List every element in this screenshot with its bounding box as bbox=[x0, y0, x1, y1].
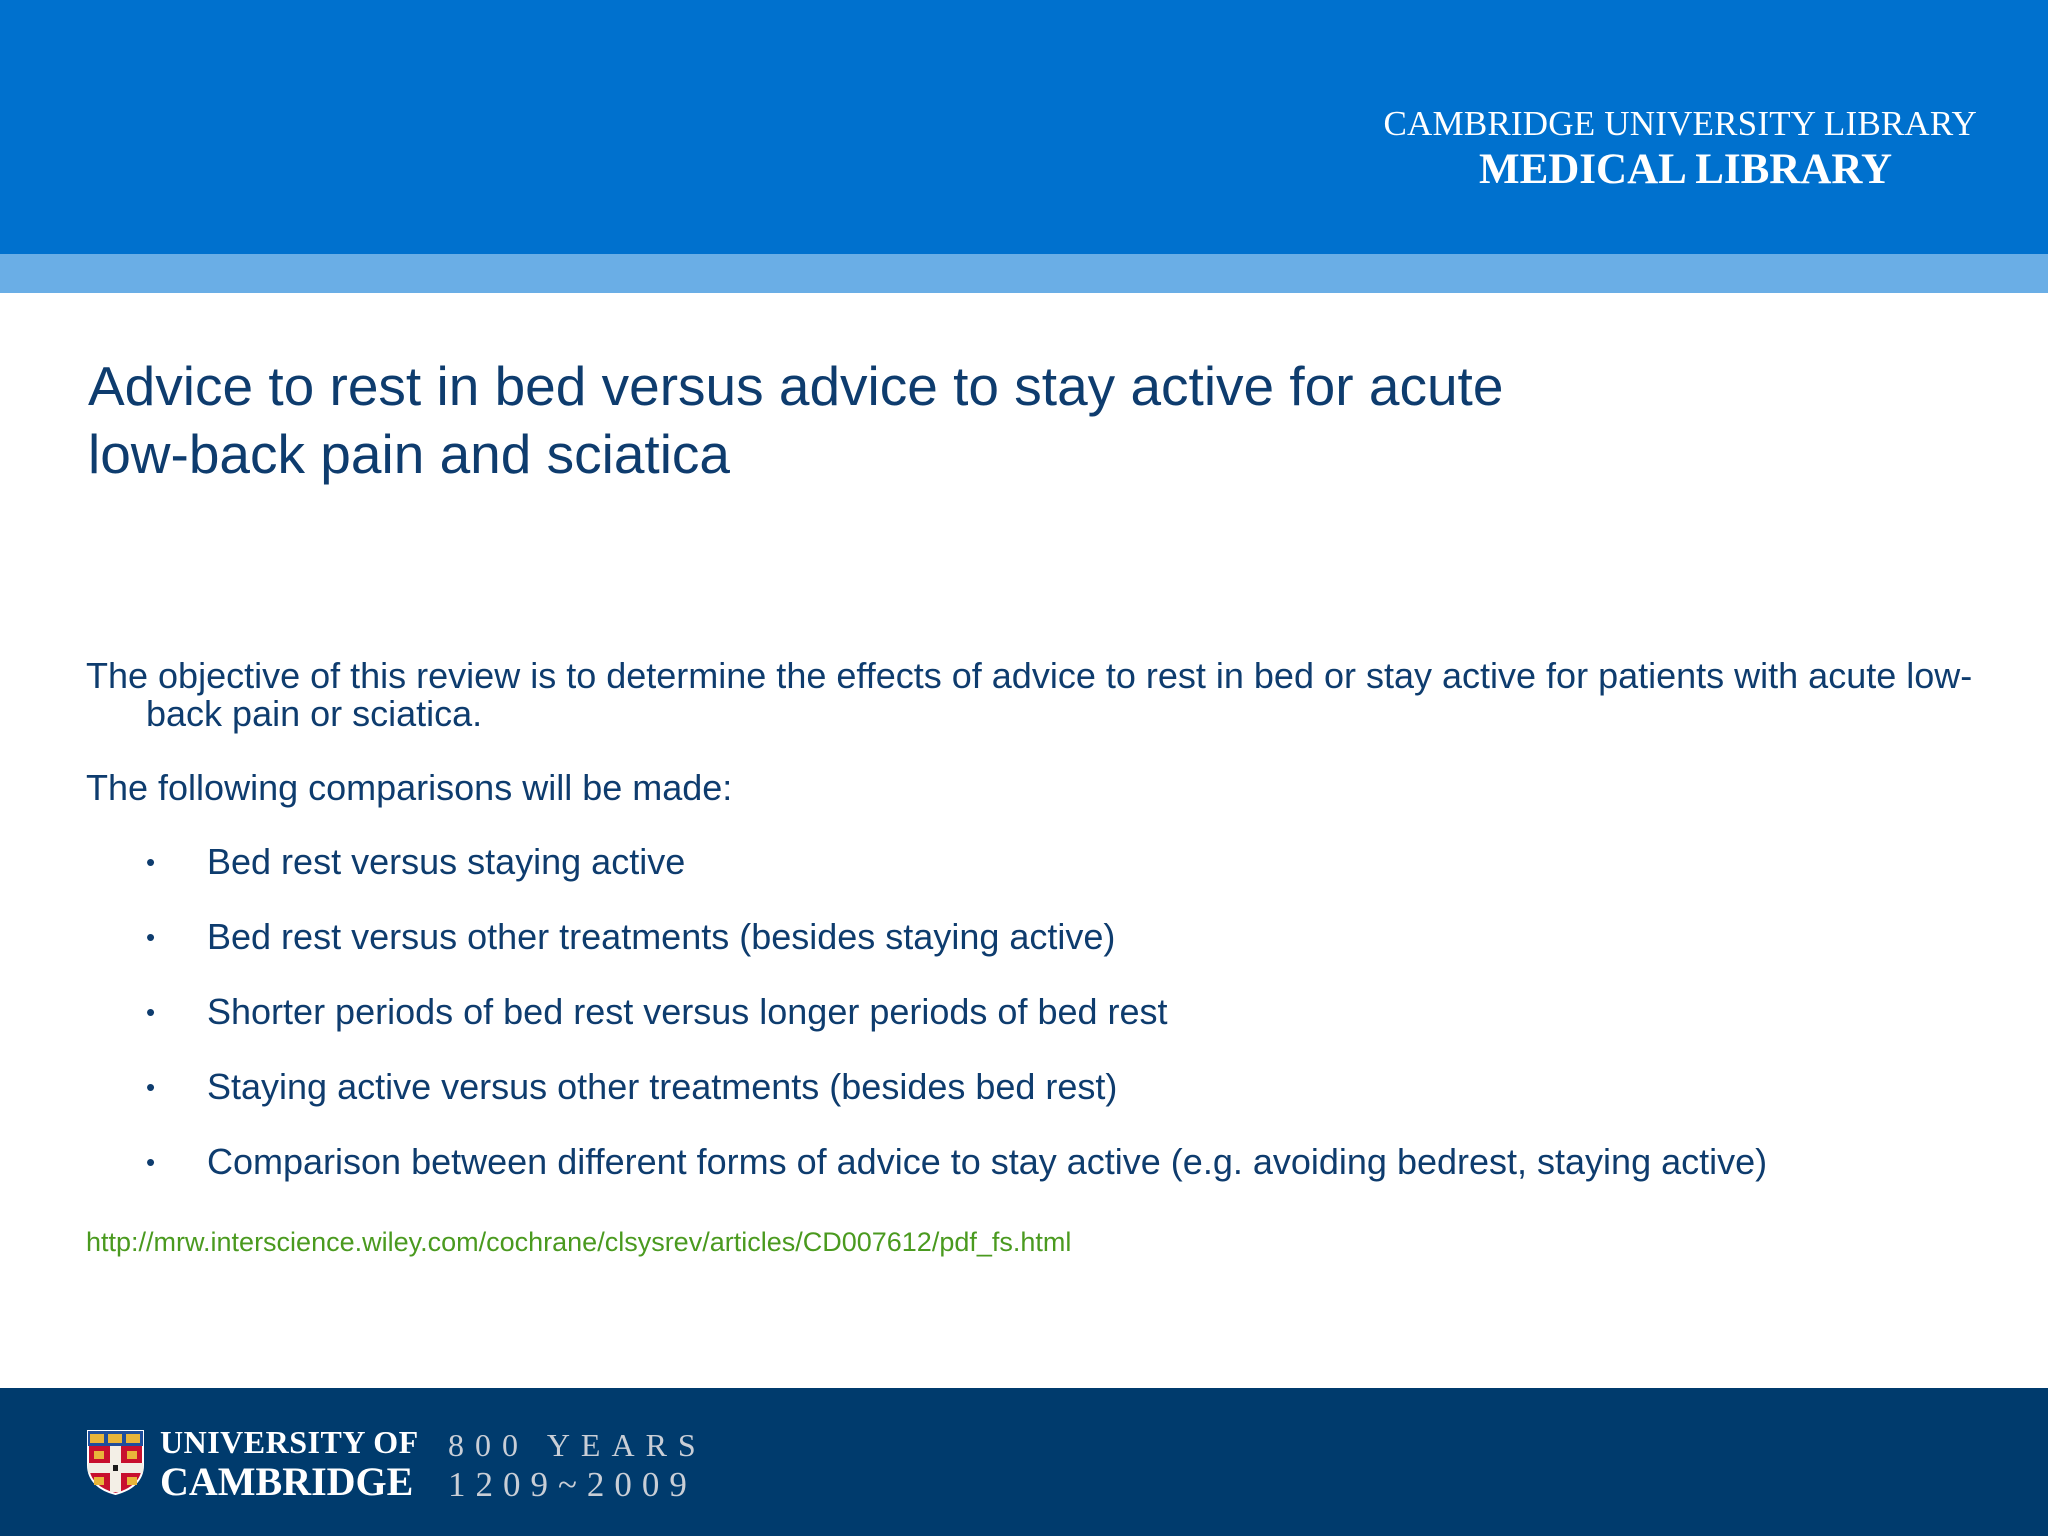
university-wordmark bbox=[160, 1423, 419, 1503]
bullet-icon: • bbox=[146, 1072, 156, 1102]
list-item-text: Shorter periods of bed rest versus longer periods of bed rest bbox=[207, 991, 1168, 1032]
bullet-icon: • bbox=[146, 997, 156, 1027]
header-accent-band bbox=[0, 254, 2048, 293]
university-wordmark-line-1: UNIVERSITY OF bbox=[160, 1424, 419, 1460]
list-item bbox=[86, 1068, 1976, 1106]
slide-title-line-1: Advice to rest in bed versus advice to stay active for acute bbox=[88, 355, 1504, 417]
comparisons-intro: The following comparisons will be made: bbox=[86, 767, 733, 808]
anniversary-mark bbox=[448, 1425, 707, 1505]
list-item bbox=[86, 918, 1976, 956]
list-item bbox=[86, 993, 1976, 1031]
library-name: CAMBRIDGE UNIVERSITY LIBRARY bbox=[1383, 104, 1977, 143]
university-wordmark-line-2: CAMBRIDGE bbox=[160, 1459, 414, 1504]
list-item-text: Staying active versus other treatments (besides bed rest) bbox=[207, 1066, 1118, 1107]
list-item-text: Bed rest versus other treatments (besides staying active) bbox=[207, 916, 1116, 957]
comparison-list bbox=[86, 843, 1976, 1181]
list-item-text: Comparison between different forms of advice to stay active (e.g. avoiding bedrest, staying active) bbox=[207, 1141, 1768, 1182]
objective-paragraph: The objective of this review is to determine the effects of advice to rest in bed or stay active for patients with acute low-back pain or sciatica. bbox=[86, 655, 1973, 734]
bullet-icon: • bbox=[146, 1147, 156, 1177]
source-url-link[interactable]: http://mrw.interscience.wiley.com/cochrane/clsysrev/articles/CD007612/pdf_fs.html bbox=[86, 1227, 1072, 1257]
slide-title bbox=[88, 352, 1788, 488]
library-subtitle: MEDICAL LIBRARY bbox=[1478, 146, 1892, 193]
anniversary-years: 800 YEARS bbox=[448, 1427, 707, 1463]
bullet-icon: • bbox=[146, 847, 156, 877]
slide-title-line-2: low-back pain and sciatica bbox=[88, 423, 731, 485]
list-item bbox=[86, 843, 1976, 881]
list-item bbox=[86, 1143, 1976, 1181]
anniversary-dates: 1209~2009 bbox=[448, 1465, 697, 1504]
bullet-icon: • bbox=[146, 922, 156, 952]
university-crest-icon bbox=[86, 1429, 145, 1496]
list-item-text: Bed rest versus staying active bbox=[207, 841, 686, 882]
slide-body bbox=[86, 657, 1976, 1218]
